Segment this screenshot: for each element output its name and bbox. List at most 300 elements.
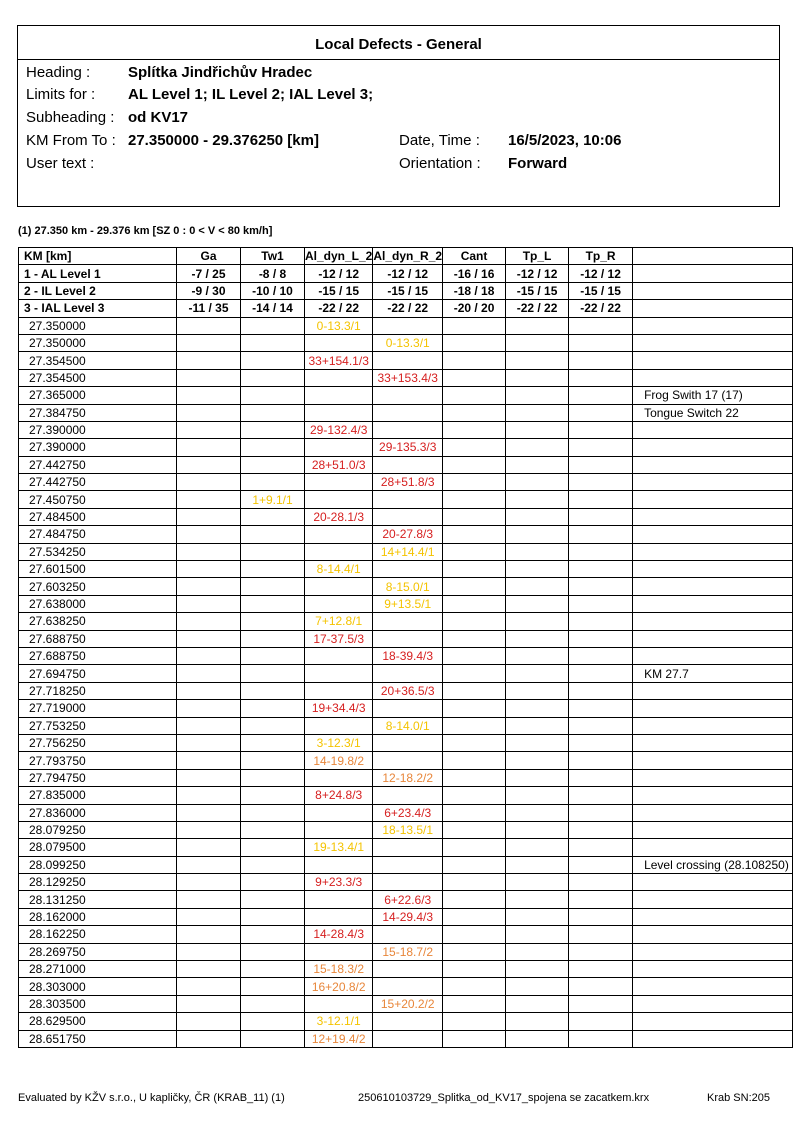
limit-label: 3 - IAL Level 3 (19, 300, 177, 317)
defect-cell (443, 439, 506, 456)
defect-value: 33+154.1/3 (305, 352, 373, 369)
km-cell: 27.694750 (19, 665, 177, 682)
defect-cell (241, 1013, 305, 1030)
defect-cell (569, 630, 633, 647)
defect-cell (305, 908, 373, 925)
limit-value: -7 / 25 (177, 265, 241, 282)
defect-cell (241, 821, 305, 838)
defect-cell (177, 734, 241, 751)
table-row (19, 1030, 793, 1047)
defect-cell (569, 995, 633, 1012)
km-cell: 27.688750 (19, 630, 177, 647)
limit-label: 2 - IL Level 2 (19, 282, 177, 299)
defect-value: 3-12.3/1 (305, 734, 373, 751)
defect-cell (177, 926, 241, 943)
defect-cell (177, 647, 241, 664)
limit-label: 1 - AL Level 1 (19, 265, 177, 282)
defect-cell (569, 508, 633, 525)
defect-cell (373, 1013, 443, 1030)
defect-cell (443, 787, 506, 804)
defect-cell (506, 317, 569, 334)
defect-cell (305, 769, 373, 786)
defect-cell (443, 943, 506, 960)
defect-cell (241, 891, 305, 908)
defect-cell (506, 387, 569, 404)
km-cell: 27.450750 (19, 491, 177, 508)
note-cell (633, 734, 793, 751)
km-cell: 28.303500 (19, 995, 177, 1012)
km-cell: 27.354500 (19, 352, 177, 369)
note-cell (633, 317, 793, 334)
note-cell: Frog Swith 17 (17) (633, 387, 793, 404)
defect-cell (569, 769, 633, 786)
date-time-label: Date, Time : (399, 132, 480, 149)
defect-cell (177, 508, 241, 525)
defect-cell (569, 752, 633, 769)
defect-cell (506, 769, 569, 786)
subheading-label: Subheading : (26, 109, 115, 126)
defect-value: 15+20.2/2 (373, 995, 443, 1012)
defect-cell (305, 404, 373, 421)
defect-cell (373, 404, 443, 421)
column-header: KM [km] (19, 248, 177, 265)
note-cell (633, 961, 793, 978)
note-cell (633, 926, 793, 943)
limit-value: -12 / 12 (569, 265, 633, 282)
defect-cell (305, 595, 373, 612)
table-row (19, 961, 793, 978)
defect-cell (241, 995, 305, 1012)
defect-cell (373, 665, 443, 682)
table-row (19, 734, 793, 751)
limit-value: -22 / 22 (506, 300, 569, 317)
defect-cell (443, 978, 506, 995)
defect-cell (177, 856, 241, 873)
defect-cell (506, 787, 569, 804)
limit-value: -18 / 18 (443, 282, 506, 299)
km-cell: 27.756250 (19, 734, 177, 751)
defect-cell (443, 647, 506, 664)
defect-cell (506, 891, 569, 908)
defect-value: 15-18.3/2 (305, 961, 373, 978)
defect-cell (241, 908, 305, 925)
defect-cell (373, 387, 443, 404)
limit-row (19, 282, 793, 299)
defect-cell (177, 752, 241, 769)
defect-cell (443, 856, 506, 873)
defect-cell (506, 1013, 569, 1030)
defect-cell (506, 508, 569, 525)
defect-value: 33+153.4/3 (373, 369, 443, 386)
limits-value: AL Level 1; IL Level 2; IAL Level 3; (128, 86, 374, 103)
limit-value: -9 / 30 (177, 282, 241, 299)
km-cell: 27.638000 (19, 595, 177, 612)
defect-value: 16+20.8/2 (305, 978, 373, 995)
defect-cell (443, 839, 506, 856)
table-row (19, 752, 793, 769)
note-cell (633, 595, 793, 612)
defect-cell (569, 665, 633, 682)
defect-cell (569, 821, 633, 838)
defect-cell (305, 369, 373, 386)
defect-cell (506, 908, 569, 925)
defect-cell (443, 543, 506, 560)
defect-cell (373, 352, 443, 369)
km-cell: 28.651750 (19, 1030, 177, 1047)
defect-cell (373, 630, 443, 647)
defect-cell (177, 1013, 241, 1030)
km-cell: 27.753250 (19, 717, 177, 734)
km-cell: 28.129250 (19, 874, 177, 891)
defect-cell (569, 543, 633, 560)
defect-value: 19-13.4/1 (305, 839, 373, 856)
note-cell (633, 769, 793, 786)
defect-cell (373, 317, 443, 334)
note-cell (633, 891, 793, 908)
defect-cell (569, 1013, 633, 1030)
defect-cell (373, 421, 443, 438)
defect-value: 7+12.8/1 (305, 613, 373, 630)
defect-cell (569, 456, 633, 473)
defect-cell (443, 1013, 506, 1030)
note-cell (633, 839, 793, 856)
defect-cell (241, 630, 305, 647)
orientation-value: Forward (508, 155, 568, 172)
defect-cell (305, 578, 373, 595)
defect-cell (506, 1030, 569, 1047)
defect-cell (305, 334, 373, 351)
table-row (19, 647, 793, 664)
note-cell (633, 352, 793, 369)
defect-cell (241, 352, 305, 369)
defect-cell (443, 561, 506, 578)
defect-cell (241, 561, 305, 578)
heading-value: Splítka Jindřichův Hradec (128, 64, 313, 81)
defect-cell (241, 839, 305, 856)
note-cell (633, 943, 793, 960)
km-cell: 28.099250 (19, 856, 177, 873)
defect-cell (177, 595, 241, 612)
defect-cell (569, 804, 633, 821)
note-cell (633, 613, 793, 630)
defect-cell (506, 839, 569, 856)
note-cell (633, 717, 793, 734)
defect-cell (443, 804, 506, 821)
table-row (19, 839, 793, 856)
limit-value: -16 / 16 (443, 265, 506, 282)
defect-value: 14-19.8/2 (305, 752, 373, 769)
note-cell: Level crossing (28.108250) (633, 856, 793, 873)
km-cell: 27.365000 (19, 387, 177, 404)
defect-cell (506, 821, 569, 838)
km-cell: 27.442750 (19, 474, 177, 491)
defect-cell (241, 369, 305, 386)
defect-cell (241, 613, 305, 630)
defect-value: 9+13.5/1 (373, 595, 443, 612)
defect-value: 28+51.0/3 (305, 456, 373, 473)
defect-cell (177, 526, 241, 543)
column-header: Tw1 (241, 248, 305, 265)
note-cell (633, 1013, 793, 1030)
defect-cell (569, 839, 633, 856)
defect-cell (569, 700, 633, 717)
defect-cell (241, 700, 305, 717)
defect-cell (506, 630, 569, 647)
defect-cell (443, 387, 506, 404)
user-text-label: User text : (26, 155, 95, 172)
note-cell (633, 700, 793, 717)
defect-cell (305, 995, 373, 1012)
defect-cell (177, 787, 241, 804)
defect-cell (569, 526, 633, 543)
column-header: Ga (177, 248, 241, 265)
table-row (19, 317, 793, 334)
defect-cell (569, 317, 633, 334)
defect-cell (305, 682, 373, 699)
note-cell (633, 421, 793, 438)
date-time-value: 16/5/2023, 10:06 (508, 132, 622, 149)
defect-cell (241, 682, 305, 699)
defect-cell (443, 630, 506, 647)
defects-table (18, 247, 793, 1048)
defect-cell (177, 943, 241, 960)
table-row (19, 578, 793, 595)
defect-cell (443, 908, 506, 925)
defect-cell (177, 665, 241, 682)
table-row (19, 421, 793, 438)
report-header (17, 25, 780, 207)
limit-value: -11 / 35 (177, 300, 241, 317)
note-cell: KM 27.7 (633, 665, 793, 682)
table-row (19, 769, 793, 786)
defect-cell (241, 474, 305, 491)
table-row (19, 369, 793, 386)
table-row (19, 787, 793, 804)
km-cell: 28.271000 (19, 961, 177, 978)
defect-cell (569, 682, 633, 699)
table-row (19, 543, 793, 560)
defect-cell (241, 961, 305, 978)
defect-cell (177, 839, 241, 856)
defect-cell (506, 961, 569, 978)
defect-cell (373, 926, 443, 943)
limit-row (19, 300, 793, 317)
defect-cell (241, 874, 305, 891)
km-cell: 28.269750 (19, 943, 177, 960)
defect-cell (443, 769, 506, 786)
km-cell: 28.079500 (19, 839, 177, 856)
defect-cell (506, 734, 569, 751)
note-cell (633, 752, 793, 769)
column-header: Tp_L (506, 248, 569, 265)
column-header: Al_dyn_R_2 (373, 249, 443, 264)
limit-value: -10 / 10 (241, 282, 305, 299)
table-row (19, 526, 793, 543)
defect-cell (569, 491, 633, 508)
defect-cell (373, 874, 443, 891)
defect-value: 0-13.3/1 (305, 317, 373, 334)
table-row (19, 491, 793, 508)
defect-cell (241, 787, 305, 804)
defect-cell (569, 421, 633, 438)
km-cell: 27.484500 (19, 508, 177, 525)
defect-cell (241, 717, 305, 734)
defect-cell (177, 561, 241, 578)
defect-cell (506, 369, 569, 386)
defect-cell (506, 717, 569, 734)
limit-value: -15 / 15 (569, 282, 633, 299)
table-row (19, 613, 793, 630)
defect-cell (569, 926, 633, 943)
defect-cell (443, 961, 506, 978)
km-cell: 27.354500 (19, 369, 177, 386)
defect-cell (506, 561, 569, 578)
defect-cell (177, 804, 241, 821)
note-cell (633, 561, 793, 578)
defect-cell (506, 804, 569, 821)
defect-cell (506, 491, 569, 508)
defect-value: 14-28.4/3 (305, 926, 373, 943)
table-row (19, 804, 793, 821)
km-cell: 27.793750 (19, 752, 177, 769)
limit-note-cell (633, 265, 793, 282)
defect-cell (569, 404, 633, 421)
limit-value: -22 / 22 (305, 300, 373, 317)
defect-cell (443, 352, 506, 369)
km-cell: 28.162000 (19, 908, 177, 925)
km-cell: 27.638250 (19, 613, 177, 630)
defect-cell (241, 943, 305, 960)
note-cell (633, 647, 793, 664)
note-cell (633, 874, 793, 891)
defect-cell (241, 421, 305, 438)
table-row (19, 908, 793, 925)
table-row (19, 561, 793, 578)
km-cell: 28.629500 (19, 1013, 177, 1030)
report-title: Local Defects - General (18, 26, 779, 60)
defect-cell (506, 543, 569, 560)
column-header (633, 248, 793, 265)
defect-value: 3-12.1/1 (305, 1013, 373, 1030)
defect-cell (373, 839, 443, 856)
defect-value: 9+23.3/3 (305, 874, 373, 891)
defect-cell (177, 630, 241, 647)
table-row (19, 352, 793, 369)
defect-cell (241, 578, 305, 595)
defect-cell (506, 856, 569, 873)
defect-cell (506, 943, 569, 960)
defect-cell (177, 874, 241, 891)
defect-cell (569, 891, 633, 908)
table-row (19, 630, 793, 647)
defect-cell (443, 734, 506, 751)
defect-value: 15-18.7/2 (373, 943, 443, 960)
defect-cell (443, 1030, 506, 1047)
defect-cell (569, 387, 633, 404)
limit-value: -20 / 20 (443, 300, 506, 317)
defect-cell (241, 804, 305, 821)
defect-cell (305, 943, 373, 960)
defect-value: 0-13.3/1 (373, 334, 443, 351)
defect-cell (443, 665, 506, 682)
defect-cell (241, 404, 305, 421)
defect-cell (241, 647, 305, 664)
defect-cell (305, 439, 373, 456)
defect-cell (443, 717, 506, 734)
table-row (19, 334, 793, 351)
defect-value: 14-29.4/3 (373, 908, 443, 925)
subheading-value: od KV17 (128, 109, 189, 126)
km-cell: 27.603250 (19, 578, 177, 595)
defect-cell (443, 700, 506, 717)
defect-value: 14+14.4/1 (373, 543, 443, 560)
limit-value: -12 / 12 (373, 265, 443, 282)
defect-cell (177, 387, 241, 404)
defect-cell (506, 752, 569, 769)
note-cell (633, 491, 793, 508)
defect-cell (373, 752, 443, 769)
km-cell: 27.601500 (19, 561, 177, 578)
defect-cell (443, 995, 506, 1012)
km-cell: 28.079250 (19, 821, 177, 838)
km-cell: 27.390000 (19, 439, 177, 456)
defect-cell (241, 734, 305, 751)
limit-note-cell (633, 300, 793, 317)
km-cell: 27.442750 (19, 456, 177, 473)
defect-value: 19+34.4/3 (305, 700, 373, 717)
km-cell: 27.350000 (19, 317, 177, 334)
defect-cell (373, 734, 443, 751)
limit-row (19, 265, 793, 282)
column-header: Tp_R (569, 248, 633, 265)
defect-cell (177, 682, 241, 699)
defect-cell (241, 1030, 305, 1047)
defect-cell (506, 926, 569, 943)
defect-cell (443, 369, 506, 386)
km-cell: 28.303000 (19, 978, 177, 995)
defect-cell (506, 352, 569, 369)
note-cell (633, 439, 793, 456)
defect-cell (506, 874, 569, 891)
km-cell: 27.688750 (19, 647, 177, 664)
note-cell (633, 630, 793, 647)
defect-cell (506, 526, 569, 543)
column-header-row (19, 248, 793, 265)
table-row (19, 926, 793, 943)
limit-value: -22 / 22 (373, 300, 443, 317)
km-range-value: 27.350000 - 29.376250 [km] (128, 132, 319, 149)
note-cell (633, 682, 793, 699)
defect-cell (177, 456, 241, 473)
table-row (19, 456, 793, 473)
defect-cell (569, 978, 633, 995)
defect-cell (569, 474, 633, 491)
note-cell (633, 908, 793, 925)
note-cell (633, 456, 793, 473)
note-cell: Tongue Switch 22 (633, 404, 793, 421)
defect-cell (177, 995, 241, 1012)
table-row (19, 439, 793, 456)
defect-cell (443, 595, 506, 612)
defect-value: 20-28.1/3 (305, 508, 373, 525)
column-header: Cant (443, 248, 506, 265)
defect-cell (569, 856, 633, 873)
defect-cell (305, 474, 373, 491)
defect-cell (506, 474, 569, 491)
defect-cell (177, 543, 241, 560)
note-cell (633, 578, 793, 595)
km-cell: 27.836000 (19, 804, 177, 821)
